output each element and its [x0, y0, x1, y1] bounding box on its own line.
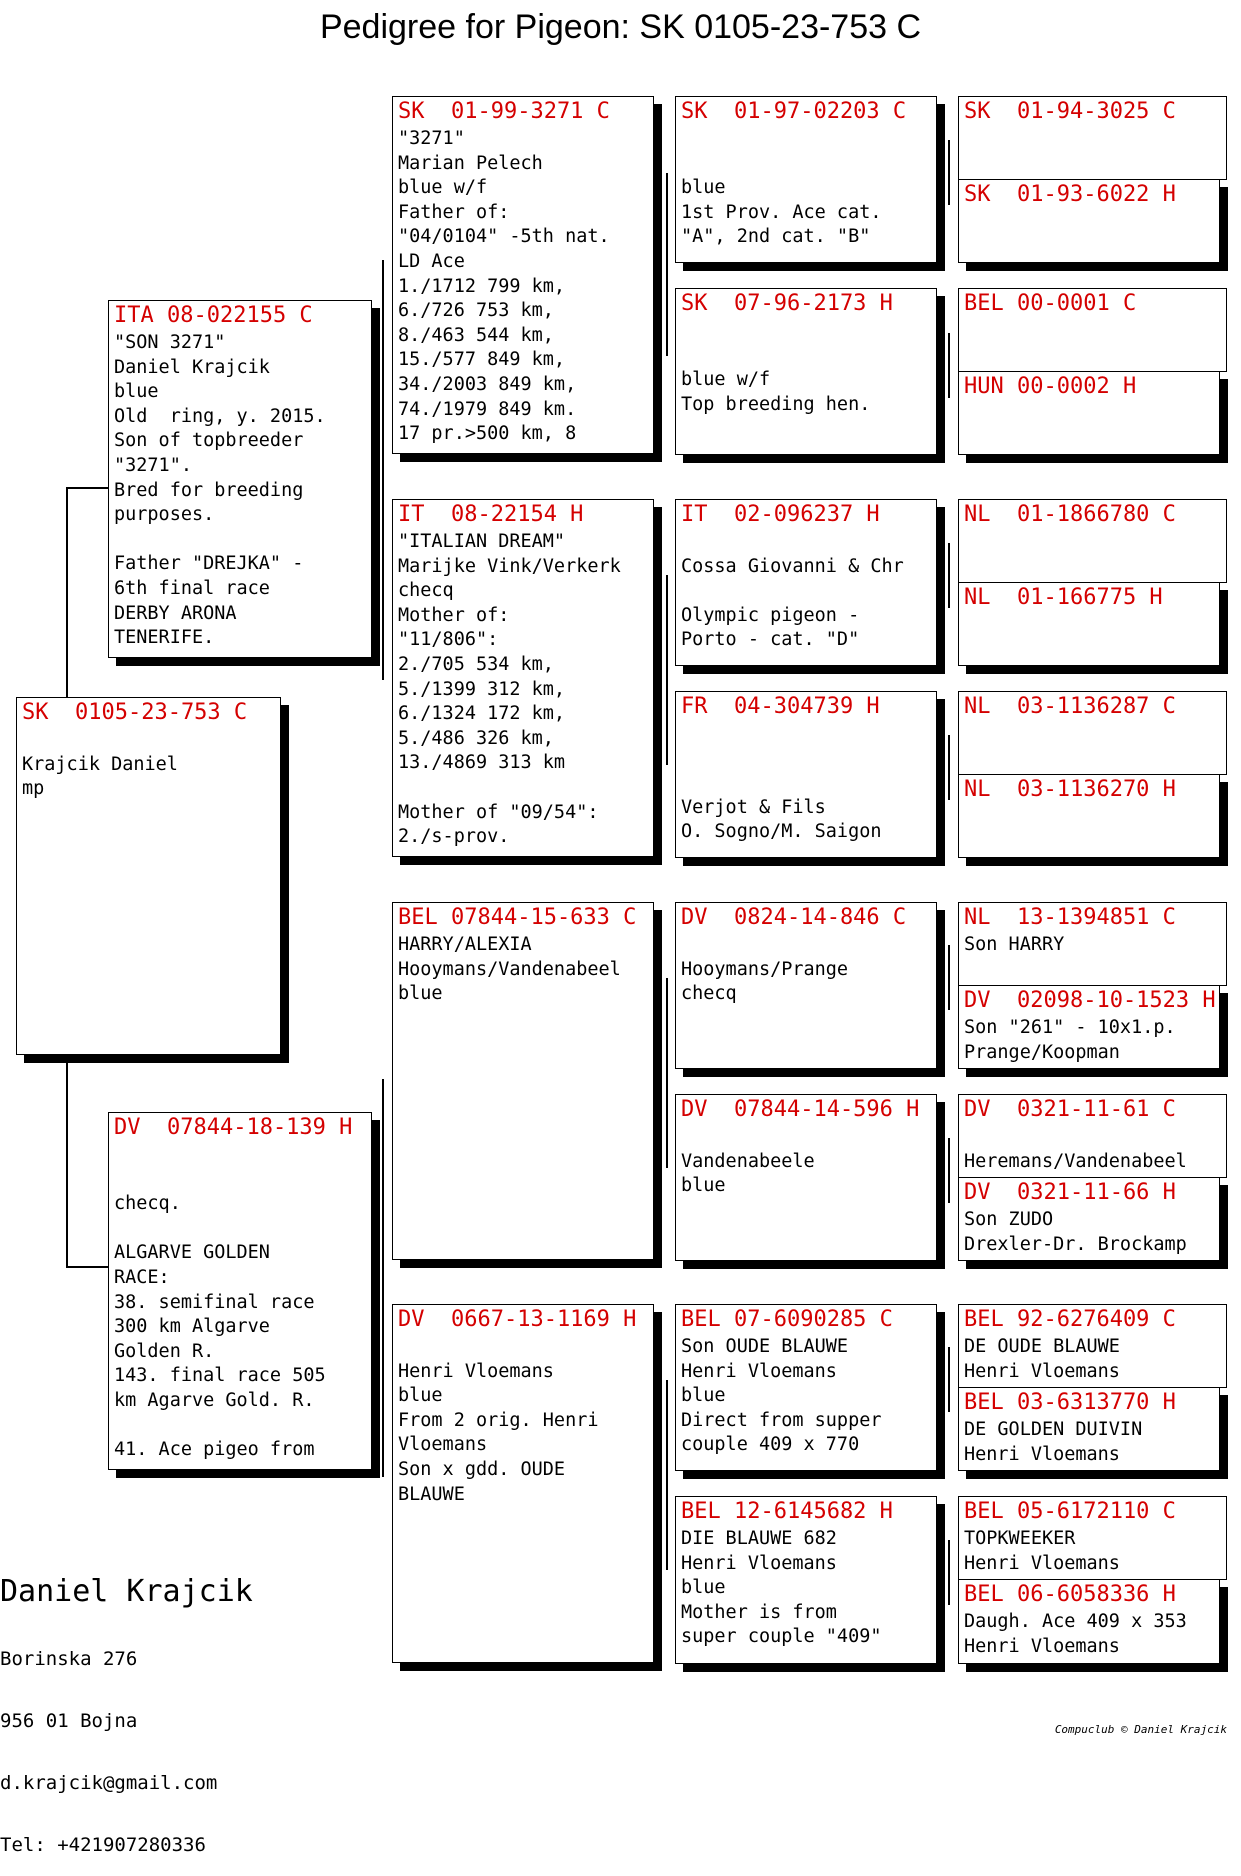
connector — [66, 487, 108, 489]
breeder-name: Daniel Krajcik — [0, 1574, 253, 1609]
pigeon-info: Hooymans/Prange checq — [681, 958, 849, 1005]
ring-number: NL 13-1394851 C — [964, 905, 1176, 930]
pigeon-info: TOPKWEEKER Henri Vloemans — [964, 1528, 1120, 1574]
pigeon-card-dss[interactable] — [675, 902, 937, 1069]
connector — [948, 1540, 950, 1605]
ring-number: DV 0667-13-1169 H — [398, 1307, 637, 1332]
pigeon-info: Vandenabeele blue — [681, 1150, 815, 1197]
connector — [948, 543, 950, 608]
connector — [948, 735, 950, 800]
pigeon-info: "SON 3271" Daniel Krajcik blue Old ring, y. 2015. Son of topbreeder "3271". Bred for breeding purposes. Father "DREJKA" - 6th final race DERBY ARONA TENERIFE. — [114, 332, 326, 649]
ring-number: NL 01-166775 H — [964, 585, 1163, 610]
pigeon-card-g4-3[interactable] — [958, 288, 1227, 372]
footer-credit: Compuclub © Daniel Krajcik — [1054, 1723, 1227, 1736]
ring-number: DV 07844-14-596 H — [681, 1097, 920, 1122]
connector — [948, 1138, 950, 1203]
pigeon-info: Henri Vloemans blue From 2 orig. Henri Vloemans Son x gdd. OUDE BLAUWE — [398, 1360, 599, 1505]
pigeon-card-sire[interactable] — [108, 300, 372, 658]
connector — [66, 1266, 108, 1268]
ring-number: NL 03-1136287 C — [964, 694, 1176, 719]
pigeon-info: DE GOLDEN DUIVIN Henri Vloemans — [964, 1419, 1143, 1465]
ring-number: DV 0321-11-66 H — [964, 1180, 1176, 1205]
pigeon-card-g4-2[interactable] — [958, 179, 1220, 263]
pigeon-info: "ITALIAN DREAM" Marijke Vink/Verkerk checq Mother of: "11/806": 2./705 534 km, 5./1399 312 km, 6./1324 172 km, 5./486 326 km, 13./4869 313 km Mother of "09/54": 2./s-prov. — [398, 531, 621, 848]
pigeon-card-g4-15[interactable] — [958, 1496, 1227, 1580]
pigeon-card-g4-7[interactable] — [958, 691, 1227, 775]
pigeon-card-g4-10[interactable] — [958, 985, 1220, 1069]
ring-number: SK 01-99-3271 C — [398, 99, 610, 124]
pigeon-card-sire-dam[interactable] — [392, 499, 654, 857]
pigeon-card-g4-12[interactable] — [958, 1177, 1220, 1261]
connector — [666, 575, 668, 765]
pigeon-card-dam-dam[interactable] — [392, 1304, 654, 1663]
breeder-street: Borinska 276 — [0, 1648, 138, 1670]
pigeon-card-subject[interactable] — [16, 697, 281, 1055]
ring-number: BEL 03-6313770 H — [964, 1390, 1176, 1415]
connector — [948, 945, 950, 1010]
pigeon-card-dam[interactable] — [108, 1112, 372, 1470]
ring-number: NL 03-1136270 H — [964, 777, 1176, 802]
pigeon-info: Krajcik Daniel mp — [22, 753, 178, 800]
connector — [948, 333, 950, 398]
ring-number: DV 0321-11-61 C — [964, 1097, 1176, 1122]
pigeon-info: blue 1st Prov. Ace cat. "A", 2nd cat. "B" — [681, 177, 882, 248]
connector — [948, 140, 950, 205]
pigeon-card-ddd[interactable] — [675, 1496, 937, 1664]
ring-number: ITA 08-022155 C — [114, 303, 313, 328]
connector — [948, 1347, 950, 1412]
ring-number: FR 04-304739 H — [681, 694, 880, 719]
pigeon-card-g4-13[interactable] — [958, 1304, 1227, 1388]
breeder-email[interactable]: d.krajcik@gmail.com — [0, 1772, 218, 1794]
ring-number: NL 01-1866780 C — [964, 502, 1176, 527]
pigeon-info: Verjot & Fils O. Sogno/M. Saigon — [681, 796, 882, 843]
pigeon-card-sss[interactable] — [675, 96, 937, 263]
pigeon-card-g4-11[interactable] — [958, 1094, 1227, 1178]
pigeon-card-sdd[interactable] — [675, 691, 937, 858]
ring-number: DV 02098-10-1523 H — [964, 988, 1216, 1013]
pigeon-card-ssd[interactable] — [675, 288, 937, 455]
pigeon-info: checq. ALGARVE GOLDEN RACE: 38. semifinal race 300 km Algarve Golden R. 143. final race 505 km Agarve Gold. R. 41. Ace pigeo from — [114, 1193, 326, 1461]
pigeon-info: Son ZUDO Drexler-Dr. Brockamp — [964, 1209, 1187, 1255]
pigeon-info: Daugh. Ace 409 x 353 Henri Vloemans — [964, 1611, 1187, 1657]
pigeon-info: Heremans/Vandenabeel — [964, 1150, 1187, 1172]
pigeon-info: Cossa Giovanni & Chr Olympic pigeon - Porto - cat. "D" — [681, 555, 904, 651]
ring-number: SK 01-93-6022 H — [964, 182, 1176, 207]
pigeon-info: HARRY/ALEXIA Hooymans/Vandenabeel blue — [398, 934, 621, 1005]
pigeon-card-g4-8[interactable] — [958, 774, 1220, 858]
connector — [66, 487, 68, 697]
pigeon-info: Son HARRY — [964, 934, 1065, 955]
pigeon-card-dam-sire[interactable] — [392, 902, 654, 1260]
breeder-phone: Tel: +421907280336 — [0, 1834, 206, 1856]
pigeon-card-dds[interactable] — [675, 1304, 937, 1471]
ring-number: SK 01-94-3025 C — [964, 99, 1176, 124]
ring-number: BEL 00-0001 C — [964, 291, 1137, 316]
pigeon-card-g4-6[interactable] — [958, 582, 1220, 666]
ring-number: DV 0824-14-846 C — [681, 905, 907, 930]
pigeon-info: "3271" Marian Pelech blue w/f Father of: "04/0104" -5th nat. LD Ace 1./1712 799 km, 6./726 753 km, 8./463 544 km, 15./577 849 km, 34./2003 849 km, 74./1979 849 km. 17 pr.>500 km, 8 — [398, 128, 610, 445]
connector — [66, 1060, 68, 1267]
ring-number: SK 01-97-02203 C — [681, 99, 907, 124]
pigeon-info: Son "261" - 10x1.p. Prange/Koopman — [964, 1017, 1176, 1063]
pigeon-card-g4-4[interactable] — [958, 371, 1220, 455]
connector — [382, 1079, 384, 1477]
connector — [382, 260, 384, 680]
pigeon-card-sds[interactable] — [675, 499, 937, 666]
ring-number: DV 07844-18-139 H — [114, 1115, 353, 1140]
pigeon-info: DIE BLAUWE 682 Henri Vloemans blue Mother is from super couple "409" — [681, 1528, 882, 1648]
ring-number: SK 07-96-2173 H — [681, 291, 893, 316]
pigeon-card-g4-9[interactable] — [958, 902, 1227, 986]
pigeon-card-g4-14[interactable] — [958, 1387, 1220, 1471]
ring-number: BEL 05-6172110 C — [964, 1499, 1176, 1524]
pigeon-card-sire-sire[interactable] — [392, 96, 654, 454]
breeder-contact — [0, 1537, 253, 1876]
ring-number: BEL 07844-15-633 C — [398, 905, 637, 930]
connector — [666, 1380, 668, 1570]
connector — [666, 173, 668, 356]
ring-number: HUN 00-0002 H — [964, 374, 1137, 399]
pigeon-card-dsd[interactable] — [675, 1094, 937, 1261]
pigeon-info: Son OUDE BLAUWE Henri Vloemans blue Direct from supper couple 409 x 770 — [681, 1336, 882, 1456]
breeder-city: 956 01 Bojna — [0, 1710, 138, 1732]
connector — [666, 978, 668, 1168]
ring-number: BEL 12-6145682 H — [681, 1499, 893, 1524]
ring-number: BEL 06-6058336 H — [964, 1582, 1176, 1607]
ring-number: BEL 07-6090285 C — [681, 1307, 893, 1332]
ring-number: IT 08-22154 H — [398, 502, 584, 527]
pigeon-info: blue w/f Top breeding hen. — [681, 369, 871, 415]
ring-number: SK 0105-23-753 C — [22, 700, 248, 725]
pigeon-card-g4-16[interactable] — [958, 1579, 1220, 1664]
pigeon-card-g4-5[interactable] — [958, 499, 1227, 583]
pigeon-info: DE OUDE BLAUWE Henri Vloemans — [964, 1336, 1120, 1382]
ring-number: IT 02-096237 H — [681, 502, 880, 527]
ring-number: BEL 92-6276409 C — [964, 1307, 1176, 1332]
page-title: Pedigree for Pigeon: SK 0105-23-753 C — [319, 8, 922, 46]
pigeon-card-g4-1[interactable] — [958, 96, 1227, 180]
